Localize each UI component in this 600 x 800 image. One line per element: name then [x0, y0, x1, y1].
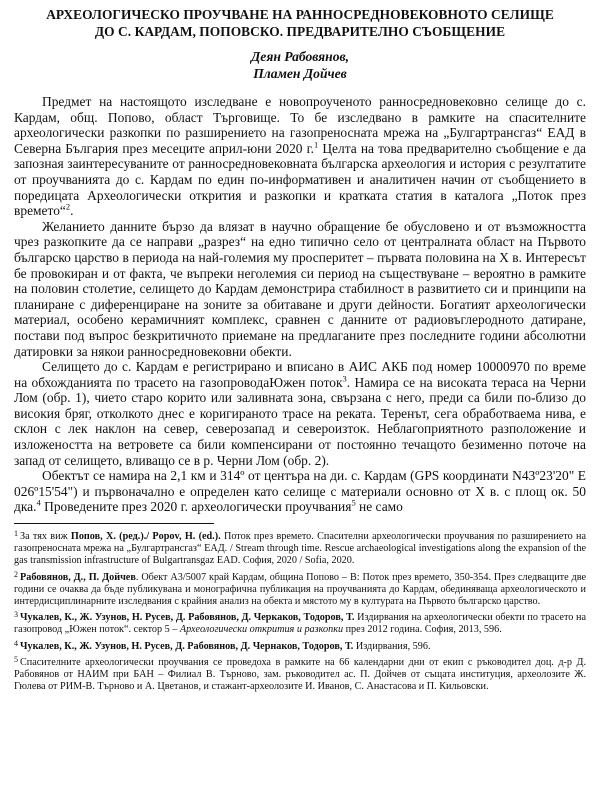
- paragraph-4-text-a: Обектът се намира на 2,1 км и 314º от центъра на ди. с. Кардам (GPS координати N43º23'20" E 026º15'54") и първоначално е определен като селище с материали основно от X в. с площ ок. 50 дка.: [14, 468, 586, 515]
- footnote-2: [14, 569, 586, 609]
- paragraph-1: [14, 94, 586, 219]
- footnote-4: [14, 638, 586, 653]
- footnote-text: Издирвания, 596.: [353, 640, 431, 652]
- footnote-separator: [14, 523, 214, 524]
- footnote-text: Рабовянов, Д., П. Дойчев: [20, 571, 136, 583]
- footnote-ref-3: 3: [342, 373, 347, 384]
- article-title: [14, 6, 586, 40]
- footnote-number: 3: [14, 610, 18, 620]
- footnote-ref-1: 1: [313, 139, 319, 150]
- footnote-5: [14, 654, 586, 694]
- footnote-number: 1: [14, 529, 18, 539]
- footnote-number: 2: [14, 569, 18, 579]
- footnote-ref-2: 2: [65, 201, 71, 212]
- paragraph-4: [14, 468, 586, 515]
- footnote-text: Чукалев, К., Ж. Узунов, Н. Русев, Д. Рабовянов, Д. Черкаков, Тодоров, Т.: [20, 612, 355, 624]
- footnote-text: през 2012 година. София, 2013, 596.: [343, 624, 502, 636]
- paragraph-3-text-a: Селището до с. Кардам е регистрирано и вписано в АИС АКБ под номер 10000970 по време на обхожданията по трасето на газопроводаЮжен поток: [14, 359, 586, 390]
- footnotes: [14, 528, 586, 693]
- footnote-text: Археологически открития и разкопки: [179, 624, 344, 636]
- footnote-number: 5: [14, 654, 18, 664]
- paragraph-4-text-b: Проведените през 2020 г. археологически проучвания: [40, 499, 352, 515]
- article-title-line-1: АРХЕОЛОГИЧЕСКО ПРОУЧВАНЕ НА РАННОСРЕДНОВЕКОВНОТО СЕЛИЩЕ: [46, 7, 554, 22]
- footnote-ref-5: 5: [351, 497, 356, 508]
- footnote-text: Чукалев, К., Ж. Узунов, Н. Русев, Д. Рабовянов, Д. Чернаков, Тодоров, Т.: [20, 640, 354, 652]
- author-2: Пламен Дойчев: [253, 66, 347, 81]
- author-list: [14, 48, 586, 82]
- paragraph-1-text-b: Целта на това предварително съобщение е да запозная заинтересуваните от ранносредновековната българска археология и история с резултатите от проучванията до с. Кардам по един по-информативен и аналитичен начин от съобщението в поредицата Археологически открития и разкопки и кратката статия в каталога „Поток през времето“: [14, 140, 587, 219]
- footnote-ref-4: 4: [36, 497, 41, 508]
- footnote-text: Спасителните археологически проучвания се проведоха в рамките на 66 календарни дни от екип с ръководител доц. д-р Д. Рабовянов от НАИМ при БАН – Филиал В. Търново, зам. ръководител ас. П. Дойчев от същата институция, археолозите Ж. Гюлева от РИМ-В. Търново и А. Цветанов, и стажант-археолозите И. Иванов, С. Анастасова и П. Кильовски.: [14, 656, 586, 693]
- footnote-text: Попов, Х. (ред.)./ Popov, H. (ed.).: [70, 531, 221, 543]
- paragraph-1-text-c: .: [70, 203, 74, 219]
- footnote-1: [14, 528, 586, 568]
- article-title-line-2: ДО С. КАРДАМ, ПОПОВСКО. ПРЕДВАРИТЕЛНО СЪОБЩЕНИЕ: [94, 24, 506, 39]
- paragraph-4-text-c: не само: [355, 499, 403, 515]
- article-body: [14, 94, 586, 515]
- paragraph-1-text-a: Предмет на настоящото изследване е новопроученото ранносредновековно селище до с. Кардам, общ. Попово, област Търговище. То бе изследвано в рамките на спасителните археологически разкопки по разширението на газопреносната мрежа на „Булгартрансгаз“ ЕАД в Северна България през месеците април-юни 2020 г.: [14, 94, 586, 156]
- paragraph-3: [14, 359, 586, 468]
- footnote-text: Поток през времето. Спасителни археологически проучвания по разширението на газопреносната мрежа на „Булгартрансгаз“ ЕАД. / Stream through time. Rescue archaeological investigations along the expansion of the gas transmission infrastructure of Bulgartransgaz EAD. София, 2020 / Sofia, 2020.: [14, 531, 586, 567]
- author-1: Деян Рабовянов,: [251, 49, 349, 64]
- footnote-3: [14, 609, 586, 636]
- footnote-text: Издирвания на археологически обекти по трасето на газопровод „Южен поток“. сектор 5 –: [14, 612, 587, 636]
- footnote-number: 4: [14, 638, 18, 648]
- footnote-text: За тях виж: [20, 531, 71, 543]
- footnote-text: . Обект A3/5007 край Кардам, община Попово – В: Поток през времето, 350-354. През следващите две години се очаква да бъде публикувана и монографична публикация на проучванията до Кардам, обединяваща археологическото и интердисциплинарните изследвания с крайния анализ на обекта и мястото му в културата на Първото българско царство.: [14, 571, 586, 608]
- paragraph-3-text-b: . Намира се на високата тераса на Черни Лом (обр. 1), чието старо корито или заливната зона, свързана с него, преди са били по-близо до високия бряг, отколкото днес е коригираното трасе на реката. Теренът, сега обработваема нива, е склон с лек наклон на север, северозапад и североизток. Неблагоприятното разположение и изложеността на ветровете са били компенсирани от постоянно течащото безименно поточе на запад от селището, вливащо се в р. Черни Лом (обр. 2).: [14, 374, 586, 468]
- paragraph-2: Желанието данните бързо да влязат в научно обращение бе обусловено и от възможността чрез разкопките да се направи „разрез“ на едно типично село от централната област на Първото българско царство в периода на най-големия му просперитет – първата половина на X в. Интересът бе провокиран и от факта, че въпреки неголемия си период на съществуване – вероятно в рамките на половин столетие, селището до Кардам демонстрира стабилност в развитието си и принципи на планиране с диференциране на зоните за обитаване и други дейности. Богатият археологически материал, особено керамичният комплекс, сравнен с данните от радиовъглеродното датиране, постави под въпрос безкритичното приемане на предлаганите през последните години абсолютни датировки за някои ранносредновековни обекти.: [14, 218, 586, 359]
